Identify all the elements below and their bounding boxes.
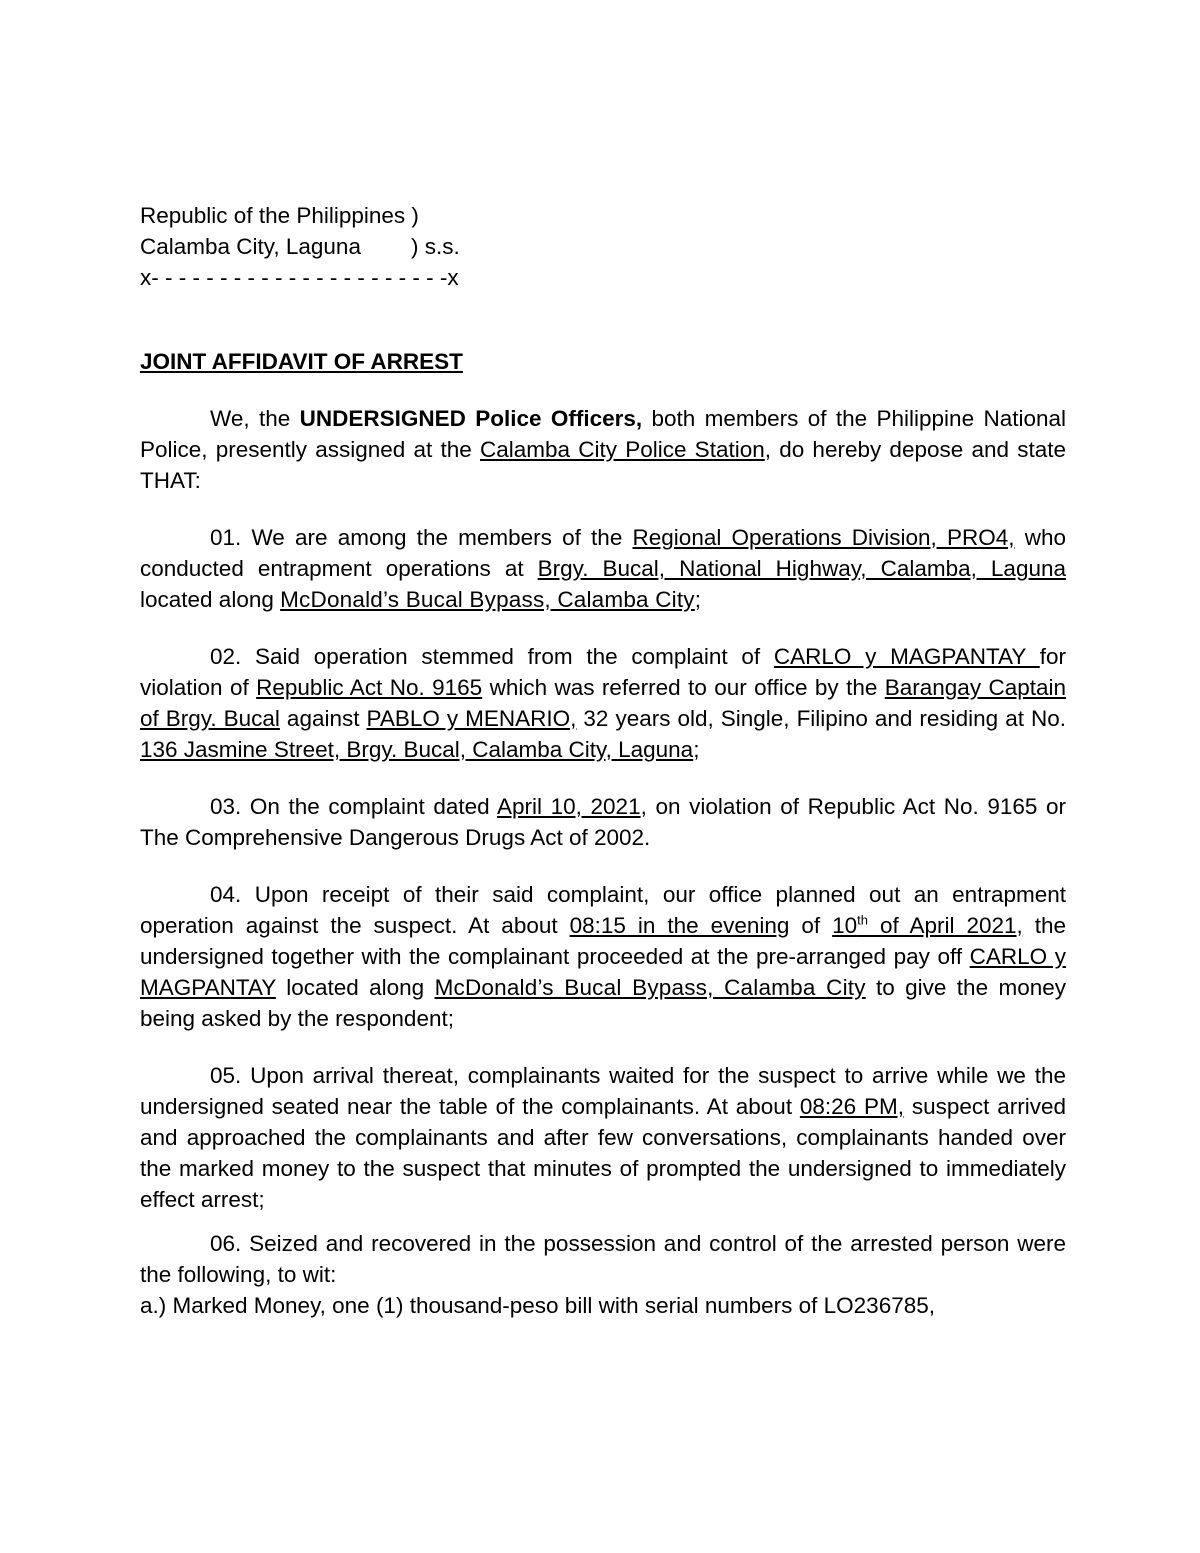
- paragraph-01: 01. We are among the members of the Regional Operations Division, PRO4, who conducted entrapment operations at Brgy. Bucal, National Highway, Calamba, Laguna located along McDonald’s Bucal Bypass, Calamba City;: [140, 525, 1066, 612]
- document-title: JOINT AFFIDAVIT OF ARREST: [140, 349, 463, 374]
- paragraph-06: 06. Seized and recovered in the possession and control of the arrested person were the following, to wit:: [140, 1231, 1066, 1287]
- paragraph-05: 05. Upon arrival thereat, complainants waited for the suspect to arrive while we the undersigned seated near the table of the complainants. At about 08:26 PM, suspect arrived and approached the complainants and after few conversations, complainants handed over the marked money to the suspect that minutes of prompted the undersigned to immediately effect arrest;: [140, 1063, 1066, 1212]
- header-city: Calamba City, Laguna ) s.s.: [140, 234, 460, 259]
- seized-item-a: a.) Marked Money, one (1) thousand-peso bill with serial numbers of LO236785,: [140, 1293, 936, 1318]
- paragraph-03: 03. On the complaint dated April 10, 2021, on violation of Republic Act No. 9165 or The Comprehensive Dangerous Drugs Act of 2002.: [140, 794, 1066, 850]
- header-separator: x- - - - - - - - - - - - - - - - - - - - - -x: [140, 265, 459, 290]
- undersigned-bold: UNDERSIGNED Police Officers,: [299, 406, 643, 431]
- paragraph-02: 02. Said operation stemmed from the complaint of CARLO y MAGPANTAY for violation of Republic Act No. 9165 which was referred to our office by the Barangay Captain of Brgy. Bucal against PABLO y MENARIO, 32 years old, Single, Filipino and residing at No. 136 Jasmine Street, Brgy. Bucal, Calamba City, Laguna;: [140, 644, 1067, 762]
- station-name: Calamba City Police Station: [479, 437, 765, 462]
- intro-paragraph: We, the UNDERSIGNED Police Officers, both members of the Philippine National Police, presently assigned at the Calamba City Police Station, do hereby depose and state THAT:: [140, 406, 1066, 493]
- header-republic: Republic of the Philippines ): [140, 203, 419, 228]
- paragraph-04: 04. Upon receipt of their said complaint, our office planned out an entrapment operation against the suspect. At about 08:15 in the evening of 10th of April 2021, the undersigned together with the complainant proceeded at the pre-arranged pay off CARLO y MAGPANTAY located along McDonald’s Bucal Bypass, Calamba City to give the money being asked by the respondent;: [140, 882, 1066, 1031]
- document-body: [140, 200, 1066, 1321]
